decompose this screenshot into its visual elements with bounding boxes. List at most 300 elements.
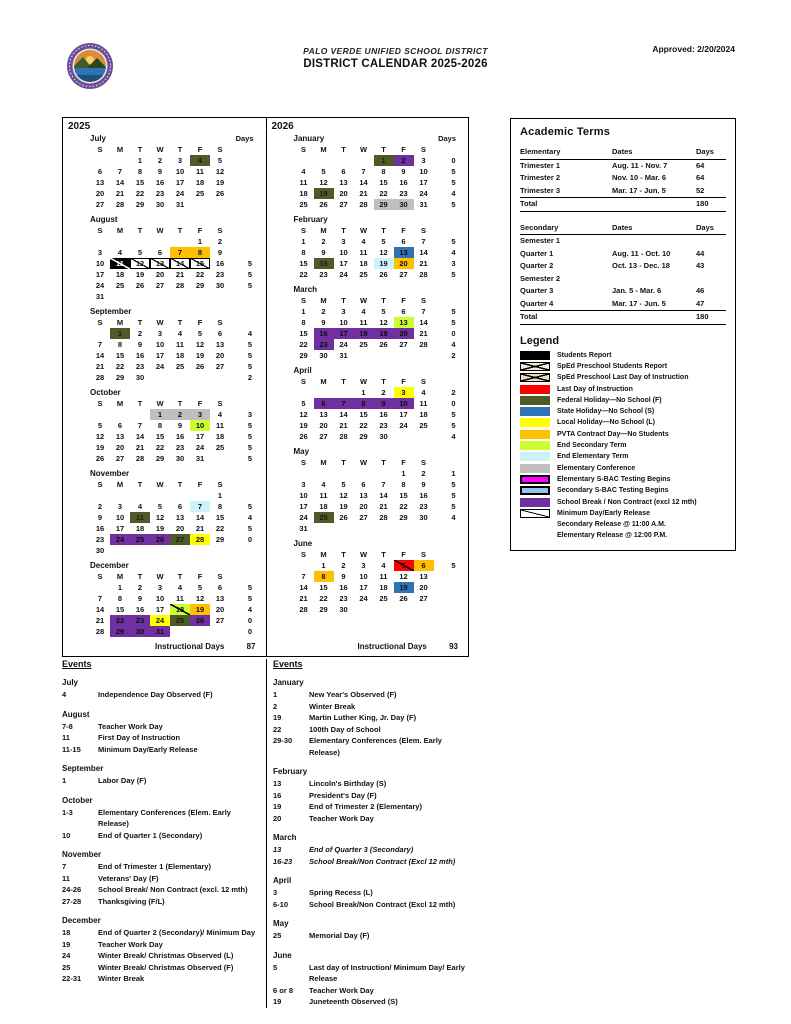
weekday-header: F bbox=[197, 480, 203, 489]
day-cell: 20 bbox=[319, 421, 328, 430]
day-cell: 13 bbox=[115, 432, 125, 441]
week-row bbox=[294, 490, 469, 501]
weekday-header: M bbox=[320, 145, 327, 154]
day-cell: 24 bbox=[195, 443, 205, 452]
week-row bbox=[294, 582, 469, 593]
day-cell-empty bbox=[90, 155, 110, 166]
day-cell: 11 bbox=[319, 491, 328, 500]
event-row bbox=[273, 801, 466, 813]
event-date: 20 bbox=[273, 813, 282, 823]
day-cell: 17 bbox=[419, 178, 428, 187]
term-days: 47 bbox=[696, 298, 705, 308]
terms-row bbox=[520, 248, 726, 261]
day-cell: 22 bbox=[215, 524, 225, 533]
event-row bbox=[273, 996, 466, 1008]
event-row bbox=[273, 735, 466, 758]
week-row bbox=[294, 166, 469, 177]
day-cell-empty bbox=[130, 545, 150, 556]
days-count: 5 bbox=[451, 421, 456, 430]
day-cell: 8 bbox=[401, 480, 406, 489]
term-name: Semester 1 bbox=[520, 236, 561, 245]
day-cell: 17 bbox=[334, 328, 354, 339]
event-date: 4 bbox=[62, 690, 67, 699]
day-cell: 12 bbox=[379, 318, 388, 327]
week-row bbox=[90, 545, 266, 556]
weekday-header: T bbox=[177, 226, 183, 235]
day-cell: 24 bbox=[150, 615, 170, 626]
day-cell: 22 bbox=[110, 615, 130, 626]
day-cell: 29 bbox=[110, 626, 130, 637]
day-cell: 13 bbox=[150, 258, 170, 269]
weekday-header: F bbox=[401, 296, 406, 305]
day-cell-empty bbox=[414, 431, 434, 442]
week-row bbox=[294, 188, 469, 199]
day-cell: 24 bbox=[175, 189, 185, 198]
days-count bbox=[240, 490, 260, 501]
day-cell: 22 bbox=[155, 443, 165, 452]
week-row bbox=[90, 523, 266, 534]
legend-label: Secondary S-BAC Testing Begins bbox=[557, 487, 669, 495]
terms-header-cell: Dates bbox=[612, 222, 633, 232]
weekday-header: S bbox=[97, 145, 103, 154]
legend-label: Last Day of Instruction bbox=[557, 385, 633, 393]
event-month-name: November bbox=[62, 850, 102, 859]
day-cell: 23 bbox=[379, 421, 388, 430]
day-cell: 6 bbox=[97, 167, 103, 176]
day-cell: 28 bbox=[359, 200, 368, 209]
month-name: August bbox=[90, 215, 118, 224]
event-month-name: February bbox=[273, 767, 308, 776]
event-month-name: January bbox=[273, 678, 304, 687]
days-count: 5 bbox=[451, 561, 456, 570]
day-cell-empty bbox=[374, 604, 394, 615]
day-cell-empty bbox=[90, 328, 110, 339]
day-cell: 28 bbox=[299, 605, 308, 614]
day-cell: 19 bbox=[215, 178, 225, 187]
week-row bbox=[90, 490, 266, 501]
event-row bbox=[273, 844, 466, 856]
day-cell: 30 bbox=[95, 546, 105, 555]
week-row bbox=[294, 571, 469, 582]
day-cell: 9 bbox=[341, 572, 346, 581]
day-cell: 20 bbox=[359, 502, 368, 511]
day-cell: 13 bbox=[419, 572, 428, 581]
day-cell: 27 bbox=[115, 454, 125, 463]
days-count: 5 bbox=[247, 502, 253, 511]
day-cell: 2 bbox=[341, 561, 346, 570]
year-label: 2026 bbox=[271, 121, 294, 132]
total-label: Total bbox=[520, 312, 538, 321]
days-count: 5 bbox=[451, 200, 456, 209]
weekday-header: T bbox=[381, 550, 386, 559]
day-cell: 7 bbox=[170, 247, 190, 258]
legend-label: Students Report bbox=[557, 351, 612, 359]
event-row bbox=[62, 689, 262, 701]
days-count bbox=[444, 523, 464, 534]
week-row bbox=[294, 409, 469, 420]
day-cell: 27 bbox=[170, 534, 190, 545]
day-cell-empty bbox=[130, 236, 150, 247]
day-cell: 17 bbox=[399, 410, 408, 419]
day-cell: 12 bbox=[130, 258, 150, 269]
week-row bbox=[90, 328, 266, 339]
week-row bbox=[90, 615, 266, 626]
day-cell: 25 bbox=[115, 281, 125, 290]
event-date: 22 bbox=[273, 724, 282, 734]
weekday-header: S bbox=[97, 318, 103, 327]
day-cell: 1 bbox=[150, 409, 170, 420]
event-date: 11-15 bbox=[62, 744, 81, 754]
calendar-column-2026 bbox=[266, 118, 469, 656]
terms-row bbox=[520, 298, 726, 312]
weekday-header: T bbox=[341, 550, 346, 559]
weekday-header: W bbox=[359, 145, 368, 154]
event-date: 24 bbox=[62, 951, 71, 960]
day-cell: 25 bbox=[359, 340, 368, 349]
legend-item bbox=[520, 440, 726, 451]
event-date: 1 bbox=[62, 776, 67, 785]
day-cell: 25 bbox=[419, 421, 428, 430]
event-date: 18 bbox=[62, 928, 71, 937]
day-cell: 13 bbox=[95, 178, 105, 187]
day-cell: 12 bbox=[339, 491, 348, 500]
event-row bbox=[273, 930, 466, 942]
month-name: October bbox=[90, 388, 121, 397]
event-date: 11 bbox=[62, 873, 70, 883]
weekday-header: W bbox=[156, 399, 164, 408]
weekday-header: W bbox=[156, 572, 164, 581]
day-cell: 26 bbox=[95, 454, 105, 463]
day-cell: 7 bbox=[97, 594, 103, 603]
weekday-header: S bbox=[97, 480, 103, 489]
day-cell: 17 bbox=[155, 605, 165, 614]
event-description: 100th Day of School bbox=[309, 724, 381, 734]
week-row bbox=[90, 372, 266, 383]
weekday-header: W bbox=[156, 480, 164, 489]
day-cell: 14 bbox=[115, 178, 125, 187]
day-cell: 8 bbox=[190, 247, 210, 258]
day-cell: 18 bbox=[359, 259, 368, 268]
day-cell: 31 bbox=[150, 626, 170, 637]
week-row bbox=[90, 269, 266, 280]
weekday-header: F bbox=[197, 572, 203, 581]
day-cell: 18 bbox=[419, 410, 428, 419]
day-cell: 27 bbox=[155, 281, 165, 290]
event-description: Winter Break/ Christmas Observed (L) bbox=[98, 951, 234, 960]
day-cell: 2 bbox=[137, 329, 143, 338]
week-row bbox=[90, 339, 266, 350]
day-cell: 7 bbox=[421, 307, 426, 316]
day-cell: 27 bbox=[399, 340, 408, 349]
legend-swatch-end_secondary bbox=[520, 441, 550, 450]
days-count: 5 bbox=[247, 454, 253, 463]
legend-item bbox=[520, 519, 726, 530]
day-cell: 16 bbox=[314, 328, 334, 339]
event-description: End of Quarter 2 (Secondary)/ Minimum Day bbox=[98, 928, 256, 937]
event-description: End of Quarter 1 (Secondary) bbox=[98, 830, 203, 840]
week-row bbox=[294, 523, 469, 534]
day-cell: 23 bbox=[399, 189, 408, 198]
day-cell: 18 bbox=[299, 189, 308, 198]
day-cell: 11 bbox=[176, 340, 184, 349]
month-block bbox=[294, 134, 469, 210]
day-cell: 13 bbox=[359, 491, 368, 500]
event-description: School Break/Non Contract (Excl 12 mth) bbox=[309, 899, 456, 909]
day-cell: 29 bbox=[155, 454, 165, 463]
day-cell: 19 bbox=[394, 582, 414, 593]
weekday-header: T bbox=[341, 226, 346, 235]
day-cell: 24 bbox=[419, 189, 428, 198]
day-cell: 15 bbox=[155, 432, 165, 441]
event-month-group bbox=[62, 678, 262, 701]
days-count: 5 bbox=[451, 307, 456, 316]
day-cell: 28 bbox=[419, 340, 428, 349]
day-cell: 9 bbox=[97, 513, 103, 522]
day-cell: 3 bbox=[117, 502, 123, 511]
day-cell: 30 bbox=[394, 199, 414, 210]
weekday-header: T bbox=[341, 296, 346, 305]
day-cell-empty bbox=[130, 490, 150, 501]
term-name: Trimester 3 bbox=[520, 185, 561, 195]
month-name: May bbox=[293, 447, 310, 456]
day-cell: 17 bbox=[155, 351, 165, 360]
weekday-header: T bbox=[177, 399, 183, 408]
day-cell: 3 bbox=[361, 561, 366, 570]
event-description: Winter Break bbox=[98, 974, 145, 983]
days-count: 5 bbox=[247, 432, 253, 441]
event-month-group bbox=[62, 850, 262, 907]
weekday-header: F bbox=[197, 226, 203, 235]
day-cell-empty bbox=[190, 291, 210, 302]
day-cell: 2 bbox=[421, 469, 426, 478]
event-date: 13 bbox=[273, 779, 282, 788]
day-cell: 20 bbox=[155, 270, 165, 279]
day-cell: 26 bbox=[399, 594, 408, 603]
legend-item bbox=[520, 462, 726, 473]
weekday-header: S bbox=[420, 458, 426, 467]
day-cell: 8 bbox=[301, 248, 306, 257]
event-row bbox=[62, 721, 262, 733]
week-row bbox=[90, 512, 266, 523]
month-name: April bbox=[293, 366, 312, 375]
day-cell: 1 bbox=[217, 491, 223, 500]
days-count bbox=[240, 247, 260, 258]
day-cell: 14 bbox=[419, 318, 428, 327]
legend-swatch-sped_x2 bbox=[520, 373, 550, 382]
events-title: Events bbox=[62, 659, 92, 669]
event-description: Independence Day Observed (F) bbox=[98, 690, 213, 699]
term-days bbox=[696, 273, 726, 286]
days-count bbox=[240, 166, 260, 177]
day-cell: 17 bbox=[95, 270, 105, 279]
week-row bbox=[90, 431, 266, 442]
month-block bbox=[294, 366, 469, 442]
legend-swatch-conference bbox=[520, 464, 550, 473]
event-date: 19 bbox=[273, 997, 282, 1006]
event-row bbox=[273, 856, 466, 868]
day-cell: 20 bbox=[215, 605, 225, 614]
event-row bbox=[273, 790, 466, 802]
day-cell-empty bbox=[294, 155, 314, 166]
day-cell: 9 bbox=[401, 167, 406, 176]
event-row bbox=[62, 973, 262, 985]
day-cell: 4 bbox=[301, 167, 306, 176]
event-date: 24-26 bbox=[62, 885, 82, 894]
month-name: March bbox=[293, 285, 318, 294]
instructional-days-value: 93 bbox=[449, 642, 458, 651]
day-cell-empty bbox=[190, 490, 210, 501]
event-description: Lincoln's Birthday (S) bbox=[309, 779, 387, 788]
day-cell: 1 bbox=[110, 328, 130, 339]
days-count: 5 bbox=[451, 167, 456, 176]
event-date: 19 bbox=[62, 939, 71, 949]
weekday-header: S bbox=[420, 226, 426, 235]
day-cell: 7 bbox=[361, 167, 366, 176]
day-cell: 17 bbox=[115, 524, 125, 533]
week-row bbox=[90, 534, 266, 545]
terms-row bbox=[520, 185, 726, 199]
day-cell-empty bbox=[394, 431, 414, 442]
day-cell: 9 bbox=[177, 421, 183, 430]
day-cell: 25 bbox=[195, 189, 205, 198]
month-block bbox=[90, 215, 266, 302]
week-row bbox=[294, 306, 469, 317]
term-dates bbox=[612, 273, 696, 286]
day-cell: 8 bbox=[381, 167, 386, 176]
weekday-header-row bbox=[294, 549, 469, 560]
event-month-name: December bbox=[62, 916, 101, 925]
term-dates: Aug. 11 - Oct. 10 bbox=[612, 248, 671, 258]
week-row bbox=[90, 593, 266, 604]
day-cell: 15 bbox=[115, 605, 125, 614]
day-cell: 24 bbox=[95, 281, 105, 290]
days-count: 5 bbox=[247, 443, 253, 452]
day-cell: 5 bbox=[301, 399, 306, 408]
day-cell: 29 bbox=[135, 200, 145, 209]
event-description: Teacher Work Day bbox=[98, 721, 163, 731]
day-cell: 20 bbox=[115, 443, 125, 452]
day-cell: 16 bbox=[339, 583, 348, 592]
day-cell: 4 bbox=[321, 480, 326, 489]
week-row bbox=[90, 188, 266, 199]
days-count bbox=[240, 398, 260, 409]
week-row bbox=[294, 155, 469, 166]
month-block bbox=[90, 561, 266, 637]
day-cell: 23 bbox=[95, 535, 105, 544]
legend-item bbox=[520, 383, 726, 394]
days-count bbox=[240, 571, 260, 582]
day-cell: 3 bbox=[190, 409, 210, 420]
week-row bbox=[294, 593, 469, 604]
events-section bbox=[62, 659, 470, 1008]
day-cell: 18 bbox=[175, 351, 185, 360]
weekday-header: T bbox=[177, 480, 183, 489]
term-name: Quarter 2 bbox=[520, 261, 554, 270]
term-name: Quarter 3 bbox=[520, 286, 554, 295]
day-cell-empty bbox=[190, 626, 210, 637]
day-cell: 20 bbox=[419, 583, 428, 592]
event-month-group bbox=[62, 796, 262, 842]
legend-label: PVTA Contract Day—No Students bbox=[557, 430, 669, 438]
week-row bbox=[90, 280, 266, 291]
day-cell-empty bbox=[314, 155, 334, 166]
legend-swatch-black bbox=[520, 351, 550, 360]
day-cell: 15 bbox=[115, 351, 125, 360]
academic-terms-title: Academic Terms bbox=[520, 126, 611, 138]
days-count bbox=[240, 545, 260, 556]
day-cell-empty bbox=[334, 155, 354, 166]
days-count bbox=[444, 604, 464, 615]
day-cell: 12 bbox=[399, 572, 408, 581]
day-cell-empty bbox=[110, 490, 130, 501]
events-title: Events bbox=[273, 659, 303, 669]
month-name: December bbox=[90, 561, 129, 570]
term-dates: Mar. 17 - Jun. 5 bbox=[612, 298, 666, 308]
event-description: Teacher Work Day bbox=[98, 939, 163, 949]
day-cell: 18 bbox=[379, 583, 388, 592]
total-days: 180 bbox=[696, 199, 709, 208]
day-cell: 5 bbox=[341, 480, 346, 489]
day-cell: 3 bbox=[177, 156, 183, 165]
day-cell: 18 bbox=[215, 432, 225, 441]
day-cell: 7 bbox=[381, 480, 386, 489]
event-description: End of Quarter 3 (Secondary) bbox=[309, 845, 414, 854]
days-count bbox=[240, 291, 260, 302]
day-cell: 26 bbox=[150, 534, 170, 545]
weekday-header: M bbox=[320, 377, 327, 386]
day-cell: 3 bbox=[341, 307, 346, 316]
month-block bbox=[294, 285, 469, 361]
terms-table bbox=[520, 222, 726, 325]
day-cell: 23 bbox=[314, 339, 334, 350]
event-date: 6 or 8 bbox=[273, 985, 294, 995]
week-row bbox=[90, 501, 266, 512]
day-cell: 17 bbox=[195, 432, 205, 441]
day-cell: 10 bbox=[190, 420, 210, 431]
day-cell: 1 bbox=[197, 237, 203, 246]
day-cell: 10 bbox=[299, 491, 308, 500]
day-cell: 8 bbox=[117, 594, 123, 603]
week-row bbox=[90, 442, 266, 453]
week-row bbox=[294, 247, 469, 258]
days-count: 4 bbox=[247, 329, 253, 338]
day-cell: 5 bbox=[394, 560, 414, 571]
weekday-header-row bbox=[294, 225, 469, 236]
day-cell: 6 bbox=[117, 421, 123, 430]
event-row bbox=[62, 775, 262, 787]
day-cell: 25 bbox=[299, 200, 308, 209]
days-count: 4 bbox=[451, 513, 456, 522]
day-cell: 29 bbox=[399, 513, 408, 522]
day-cell: 25 bbox=[175, 362, 185, 371]
day-cell-empty bbox=[150, 490, 170, 501]
day-cell: 3 bbox=[157, 583, 163, 592]
day-cell: 29 bbox=[299, 351, 308, 360]
weekday-header: S bbox=[217, 145, 223, 154]
day-cell: 2 bbox=[321, 237, 326, 246]
day-cell-empty bbox=[210, 291, 230, 302]
event-row bbox=[273, 899, 466, 911]
day-cell: 13 bbox=[339, 178, 348, 187]
day-cell: 26 bbox=[215, 189, 225, 198]
weekday-header-row bbox=[90, 571, 266, 582]
day-cell: 16 bbox=[135, 605, 145, 614]
term-days: 43 bbox=[696, 261, 705, 270]
day-cell-empty bbox=[110, 291, 130, 302]
week-row bbox=[294, 199, 469, 210]
day-cell-empty bbox=[374, 523, 394, 534]
day-cell: 22 bbox=[359, 421, 368, 430]
